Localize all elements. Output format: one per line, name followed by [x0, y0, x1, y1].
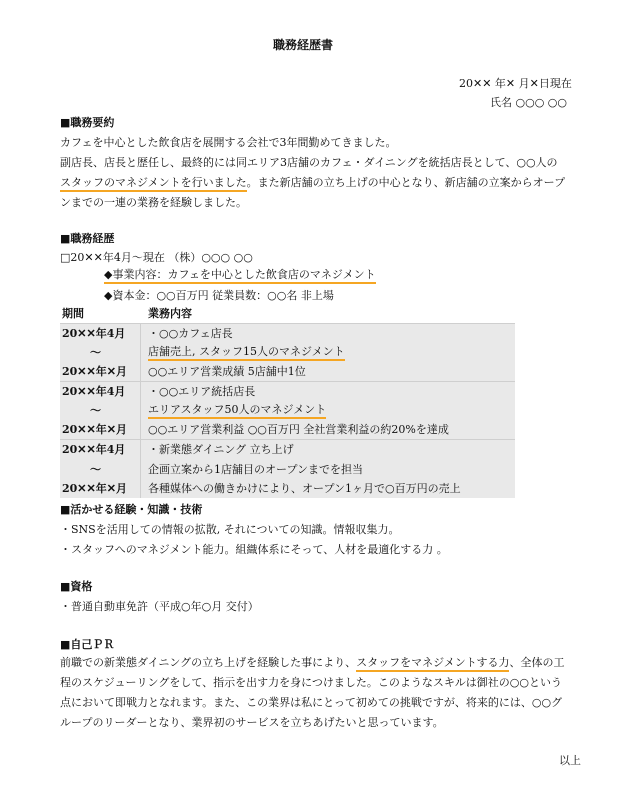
table-row-content: ○○エリア営業成績 5店舗中1位 — [148, 365, 306, 378]
capital-line: ◆資本金：○○百万円 従業員数：○○名 非上場 — [104, 289, 334, 302]
business-line — [104, 268, 376, 282]
table-row-content: ○○エリア営業利益 ○○百万円 全社営業利益の約20%を達成 — [148, 423, 449, 436]
pr-line-1 — [60, 656, 564, 670]
summary-heading: ■職務要約 — [60, 116, 115, 129]
pr-line-4: ループのリーダーとなり、業界初のサービスを立ちあげたいと思っています。 — [60, 716, 444, 729]
table-group-rule-1 — [60, 381, 515, 382]
table-row-period: 20✕✕年✕月 — [62, 423, 127, 436]
summary-line-4: ンまでの一連の業務を経験しました。 — [60, 196, 247, 209]
end-mark: 以上 — [559, 754, 581, 767]
table-row-highlight: 店舗売上, スタッフ15人のマネジメント — [148, 345, 345, 361]
summary-highlight: スタッフのマネジメントを行いました — [60, 176, 247, 192]
pr-heading: ■自己ＰＲ — [60, 638, 115, 651]
pr-line-3: 点において即戦力となれます。また、この業界は私にとって初めての挑戦ですが、将来的には、○○グ — [60, 696, 563, 709]
summary-line-3-rest: 。また新店舗の立ち上げの中心となり、新店舗の立案からオープ — [246, 176, 566, 189]
table-row-content — [148, 403, 326, 417]
skills-line-1: ・SNSを活用しての情報の拡散, それについての知識。情報収集力。 — [60, 523, 400, 536]
table-column-divider — [140, 323, 141, 498]
page-title: 職務経歴書 — [273, 38, 334, 52]
table-row-period: ～ — [90, 404, 101, 417]
pr-line-2: 程のスケジューリングをして、指示を出す力を身につけました。このようなスキルは御社の○○という — [60, 676, 562, 689]
table-row-highlight: エリアスタッフ50人のマネジメント — [148, 403, 326, 419]
table-row-period: 20✕✕年4月 — [62, 327, 126, 340]
company-line: □20✕✕年4月～現在 （株）○○○ ○○ — [60, 251, 253, 264]
table-row-content — [148, 345, 345, 359]
table-row-content: 各種媒体への働きかけにより、オープン1ヶ月で○百万円の売上 — [148, 482, 461, 495]
pr-line-1-a: 前職での新業態ダイニングの立ち上げを経験した事により、 — [60, 656, 357, 669]
qualifications-line-1: ・普通自動車免許（平成○年○月 交付） — [60, 600, 259, 613]
applicant-name: 氏名 ○○○ ○○ — [490, 96, 567, 109]
skills-line-2: ・スタッフへのマネジメント能力。組織体系にそって、人材を最適化する力 。 — [60, 543, 448, 556]
table-top-rule — [60, 323, 515, 324]
table-row-content: ・○○エリア統括店長 — [148, 385, 256, 398]
table-row-content: ・○○カフェ店長 — [148, 327, 233, 340]
table-row-period: 20✕✕年✕月 — [62, 482, 127, 495]
col-header-content: 業務内容 — [148, 307, 192, 320]
col-header-period: 期間 — [62, 307, 84, 320]
summary-line-3 — [60, 176, 565, 190]
table-row-period: 20✕✕年4月 — [62, 385, 126, 398]
business-highlight: ◆事業内容：カフェを中心とした飲食店のマネジメント — [104, 268, 376, 284]
table-row-content: 企画立案から1店舗目のオープンまでを担当 — [148, 463, 364, 476]
career-heading: ■職務経歴 — [60, 232, 115, 245]
qualifications-heading: ■資格 — [60, 580, 93, 593]
table-row-period: ～ — [90, 463, 101, 476]
summary-line-1: カフェを中心とした飲食店を展開する会社で3年間勤めてきました。 — [60, 136, 397, 149]
pr-highlight: スタッフをマネジメントする力 — [356, 656, 509, 672]
summary-line-2: 副店長、店長と歴任し、最終的には同エリア3店舗のカフェ・ダイニングを統括店長として、○○人の — [60, 156, 558, 169]
table-row-period: 20✕✕年✕月 — [62, 365, 127, 378]
document-date: 20✕✕ 年✕ 月✕日現在 — [459, 77, 572, 90]
table-row-content: ・新業態ダイニング 立ち上げ — [148, 443, 294, 456]
table-group-rule-2 — [60, 439, 515, 440]
skills-heading: ■活かせる経験・知識・技術 — [60, 503, 203, 516]
pr-line-1-b: 、全体の工 — [509, 656, 565, 669]
table-row-period: ～ — [90, 346, 101, 359]
table-row-period: 20✕✕年4月 — [62, 443, 126, 456]
